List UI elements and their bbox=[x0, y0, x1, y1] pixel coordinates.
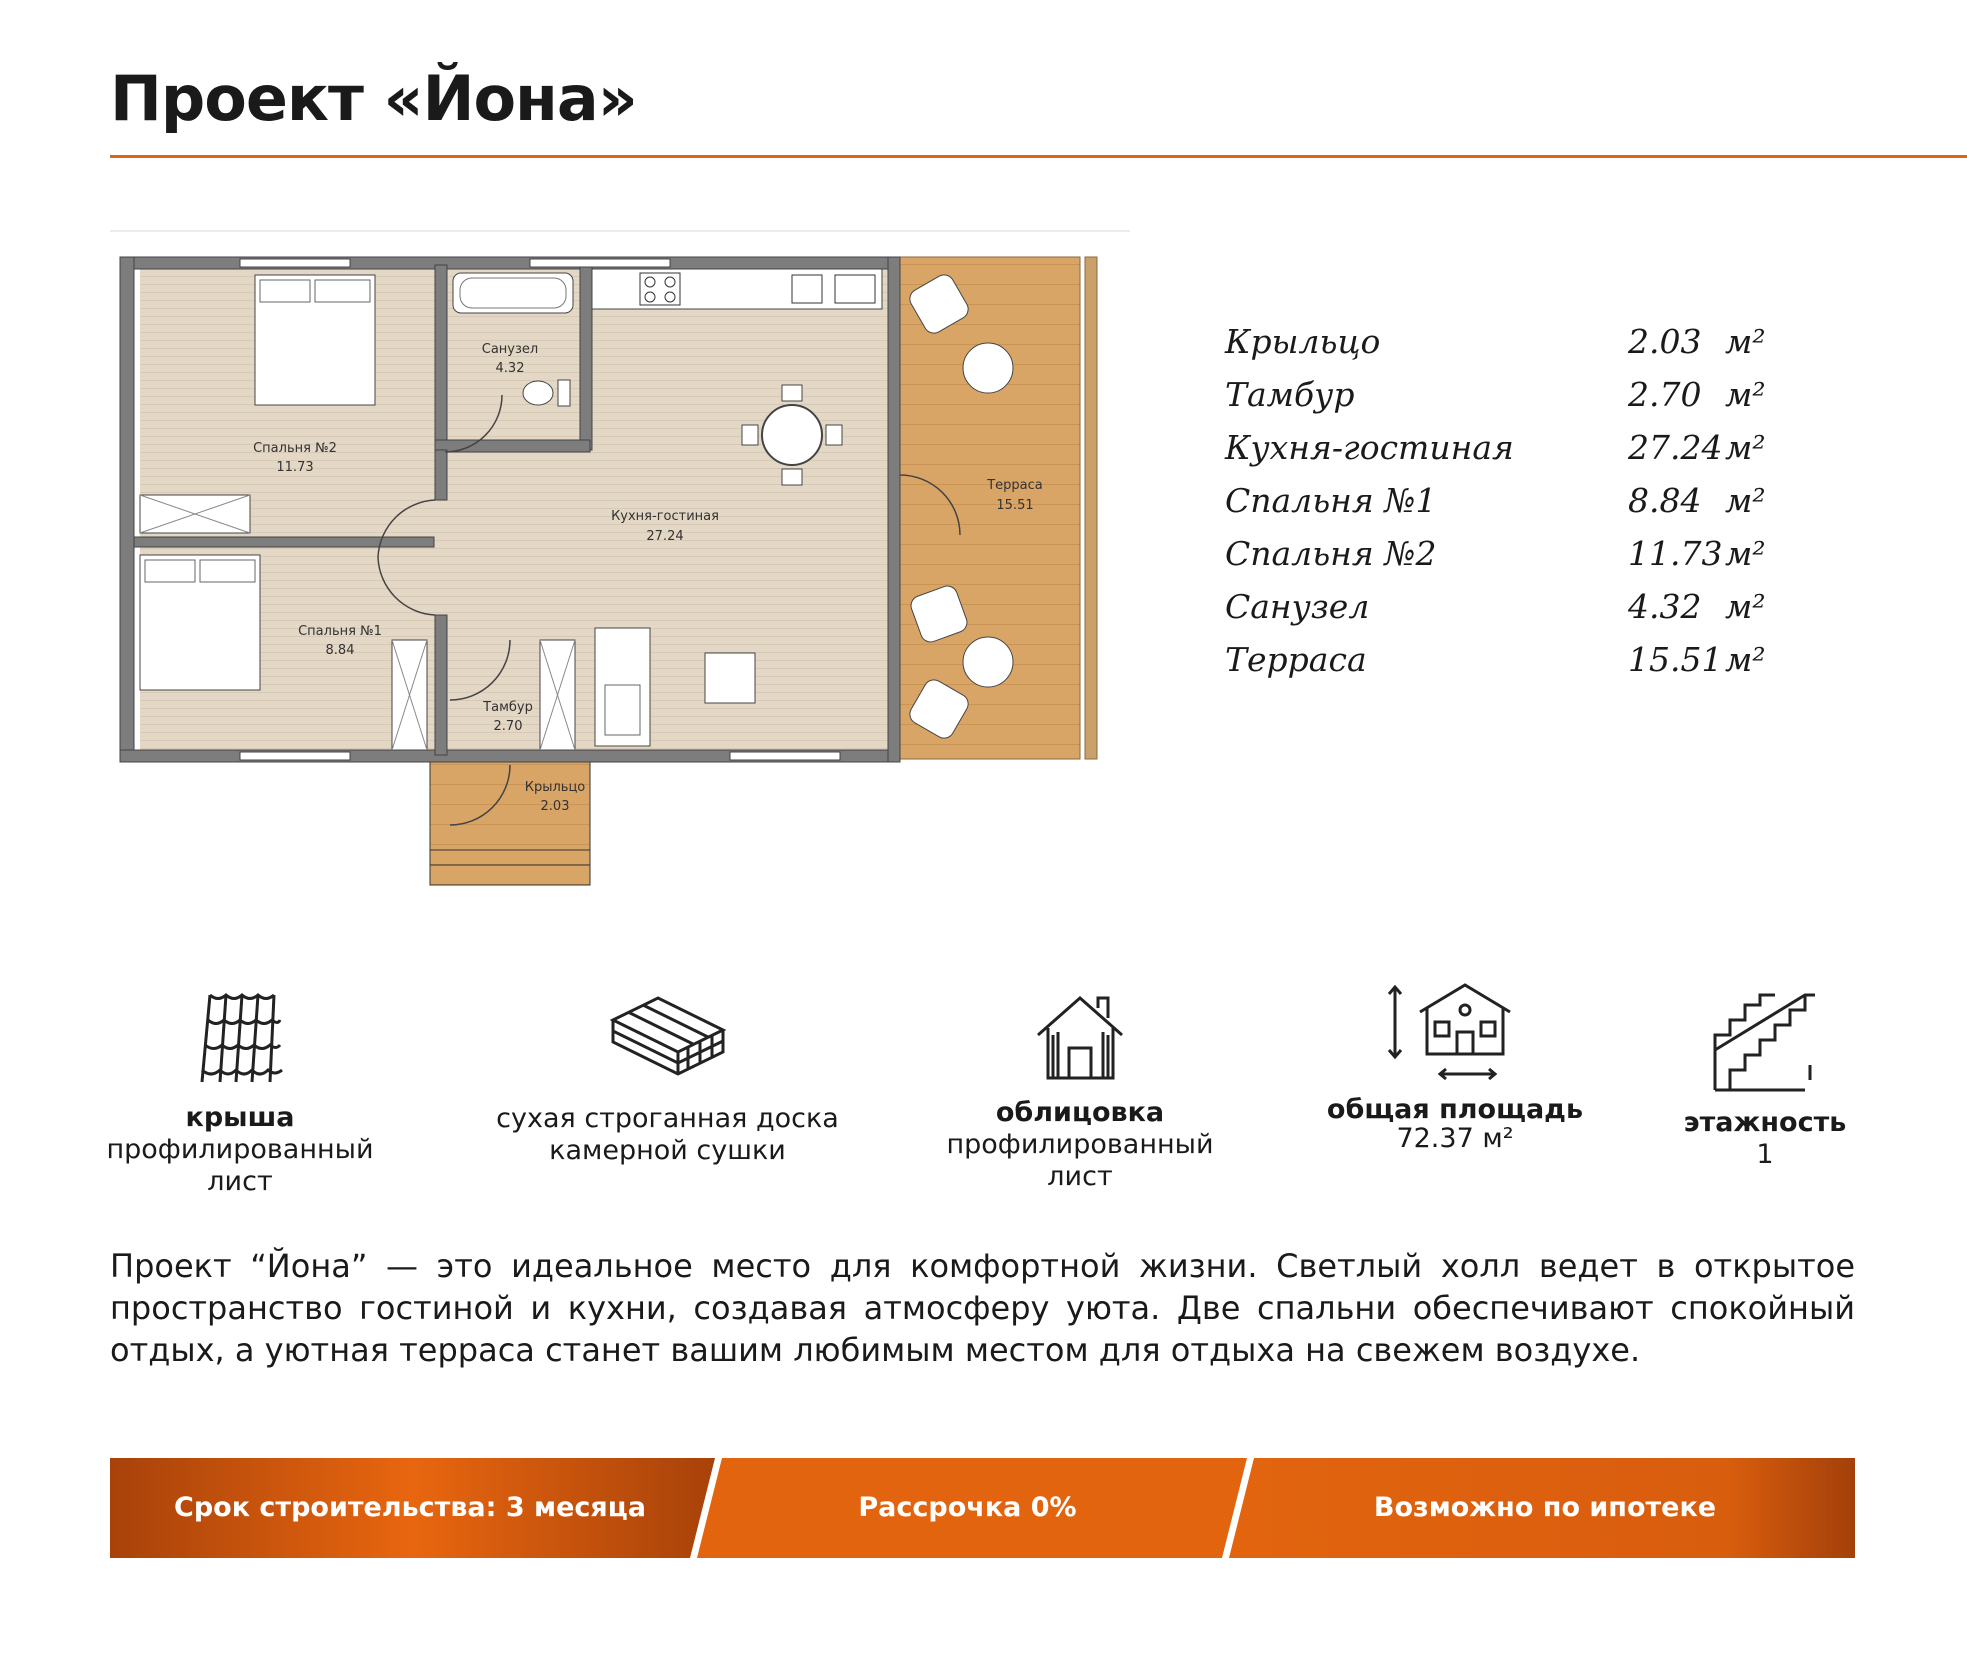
room-label: Крыльцо bbox=[524, 780, 586, 795]
area-value: 8.84 bbox=[1628, 481, 1702, 520]
area-value: 15.51 bbox=[1628, 640, 1723, 679]
feature-text: 72.37 м² bbox=[1396, 1123, 1514, 1154]
room-area: 2.70 bbox=[493, 719, 523, 734]
project-description: Проект “Йона” — это идеальное место для комфортной жизни. Светлый холл ведет в открытое пространство гостиной и кухни, создавая атмосферу уюта. Две спальни обеспечивают спокойный отдых, а уютная терраса станет вашим любимым местом для отдыха на свежем воздухе. bbox=[110, 1247, 1855, 1369]
room-area: 11.73 bbox=[276, 460, 314, 475]
area-name: Кухня-гостиная bbox=[1225, 428, 1514, 467]
construction-term-label: Срок строительства: 3 месяца bbox=[174, 1492, 646, 1523]
wall-bed2-right bbox=[435, 450, 447, 500]
area-value: 11.73 bbox=[1628, 534, 1723, 573]
feature-text: лист bbox=[1047, 1161, 1113, 1192]
feature-text: лист bbox=[207, 1166, 273, 1197]
room-label: Спальня №2 bbox=[253, 441, 337, 456]
area-unit: м² bbox=[1725, 375, 1766, 414]
area-row bbox=[1225, 587, 1785, 640]
area-name: Тамбур bbox=[1225, 375, 1355, 414]
page-title: Проект «Йона» bbox=[110, 62, 637, 135]
area-name: Санузел bbox=[1225, 587, 1370, 626]
staircase-icon bbox=[1710, 990, 1820, 1095]
area-row bbox=[1225, 481, 1785, 534]
feature-text: профилированный bbox=[106, 1134, 374, 1165]
room-label: Кухня-гостиная bbox=[611, 509, 719, 524]
area-row bbox=[1225, 534, 1785, 587]
area-table bbox=[1225, 322, 1785, 693]
room-area: 2.03 bbox=[540, 799, 570, 814]
wall-bedroom-split bbox=[134, 537, 434, 547]
room-label: Санузел bbox=[481, 342, 539, 357]
feature-text: профилированный bbox=[946, 1129, 1214, 1160]
room-label: Спальня №1 bbox=[298, 624, 382, 639]
area-row bbox=[1225, 322, 1785, 375]
area-name: Терраса bbox=[1225, 640, 1367, 679]
wall-bath-right bbox=[580, 265, 592, 450]
area-unit: м² bbox=[1725, 640, 1766, 679]
area-unit: м² bbox=[1725, 322, 1766, 361]
area-name: Спальня №1 bbox=[1225, 481, 1437, 520]
plan-divider bbox=[110, 230, 1130, 232]
area-unit: м² bbox=[1725, 587, 1766, 626]
porch-deck bbox=[430, 760, 590, 885]
area-value: 4.32 bbox=[1628, 587, 1702, 626]
feature-text: камерной сушки bbox=[549, 1135, 786, 1166]
lumber-stack-icon bbox=[603, 990, 733, 1085]
area-value: 2.70 bbox=[1628, 375, 1702, 414]
title-divider bbox=[110, 155, 1967, 158]
area-unit: м² bbox=[1725, 428, 1766, 467]
wall-top bbox=[120, 257, 900, 269]
feature-area bbox=[1305, 982, 1605, 1152]
feature-title: крыша bbox=[185, 1102, 295, 1133]
room-area: 27.24 bbox=[646, 529, 684, 544]
area-row bbox=[1225, 375, 1785, 428]
room-label: Терраса bbox=[987, 478, 1043, 493]
area-name: Крыльцо bbox=[1225, 322, 1381, 361]
room-area: 15.51 bbox=[996, 498, 1034, 513]
wall-bed1-right bbox=[435, 615, 447, 755]
area-unit: м² bbox=[1725, 481, 1766, 520]
info-banner bbox=[110, 1458, 1855, 1558]
feature-title: общая площадь bbox=[1326, 1094, 1584, 1125]
wall-bath-left bbox=[435, 265, 447, 450]
area-row bbox=[1225, 428, 1785, 481]
room-area: 8.84 bbox=[325, 643, 355, 658]
room-area: 4.32 bbox=[495, 361, 525, 376]
feature-title: этажность bbox=[1683, 1107, 1847, 1138]
wall-right bbox=[888, 257, 900, 762]
room-label: Тамбур bbox=[483, 700, 533, 715]
area-unit: м² bbox=[1725, 534, 1766, 573]
floor-plan bbox=[110, 245, 1130, 895]
mortgage-label: Возможно по ипотеке bbox=[1373, 1492, 1717, 1523]
feature-lumber bbox=[490, 990, 845, 1167]
feature-title: облицовка bbox=[995, 1097, 1165, 1128]
feature-text: 1 bbox=[1756, 1139, 1774, 1170]
house-area-icon bbox=[1385, 982, 1525, 1082]
feature-cladding bbox=[930, 990, 1230, 1193]
wall-left bbox=[120, 257, 134, 762]
area-value: 2.03 bbox=[1628, 322, 1702, 361]
house-facade-icon bbox=[1033, 990, 1128, 1085]
installment-label: Рассрочка 0% bbox=[858, 1492, 1077, 1523]
terrace-rail bbox=[1085, 257, 1097, 759]
area-row bbox=[1225, 640, 1785, 693]
area-value: 27.24 bbox=[1628, 428, 1723, 467]
feature-floors bbox=[1665, 990, 1865, 1171]
feature-text: сухая строганная доска bbox=[496, 1103, 839, 1134]
feature-roof bbox=[95, 990, 385, 1198]
area-name: Спальня №2 bbox=[1225, 534, 1437, 573]
roof-tile-icon bbox=[190, 990, 290, 1090]
